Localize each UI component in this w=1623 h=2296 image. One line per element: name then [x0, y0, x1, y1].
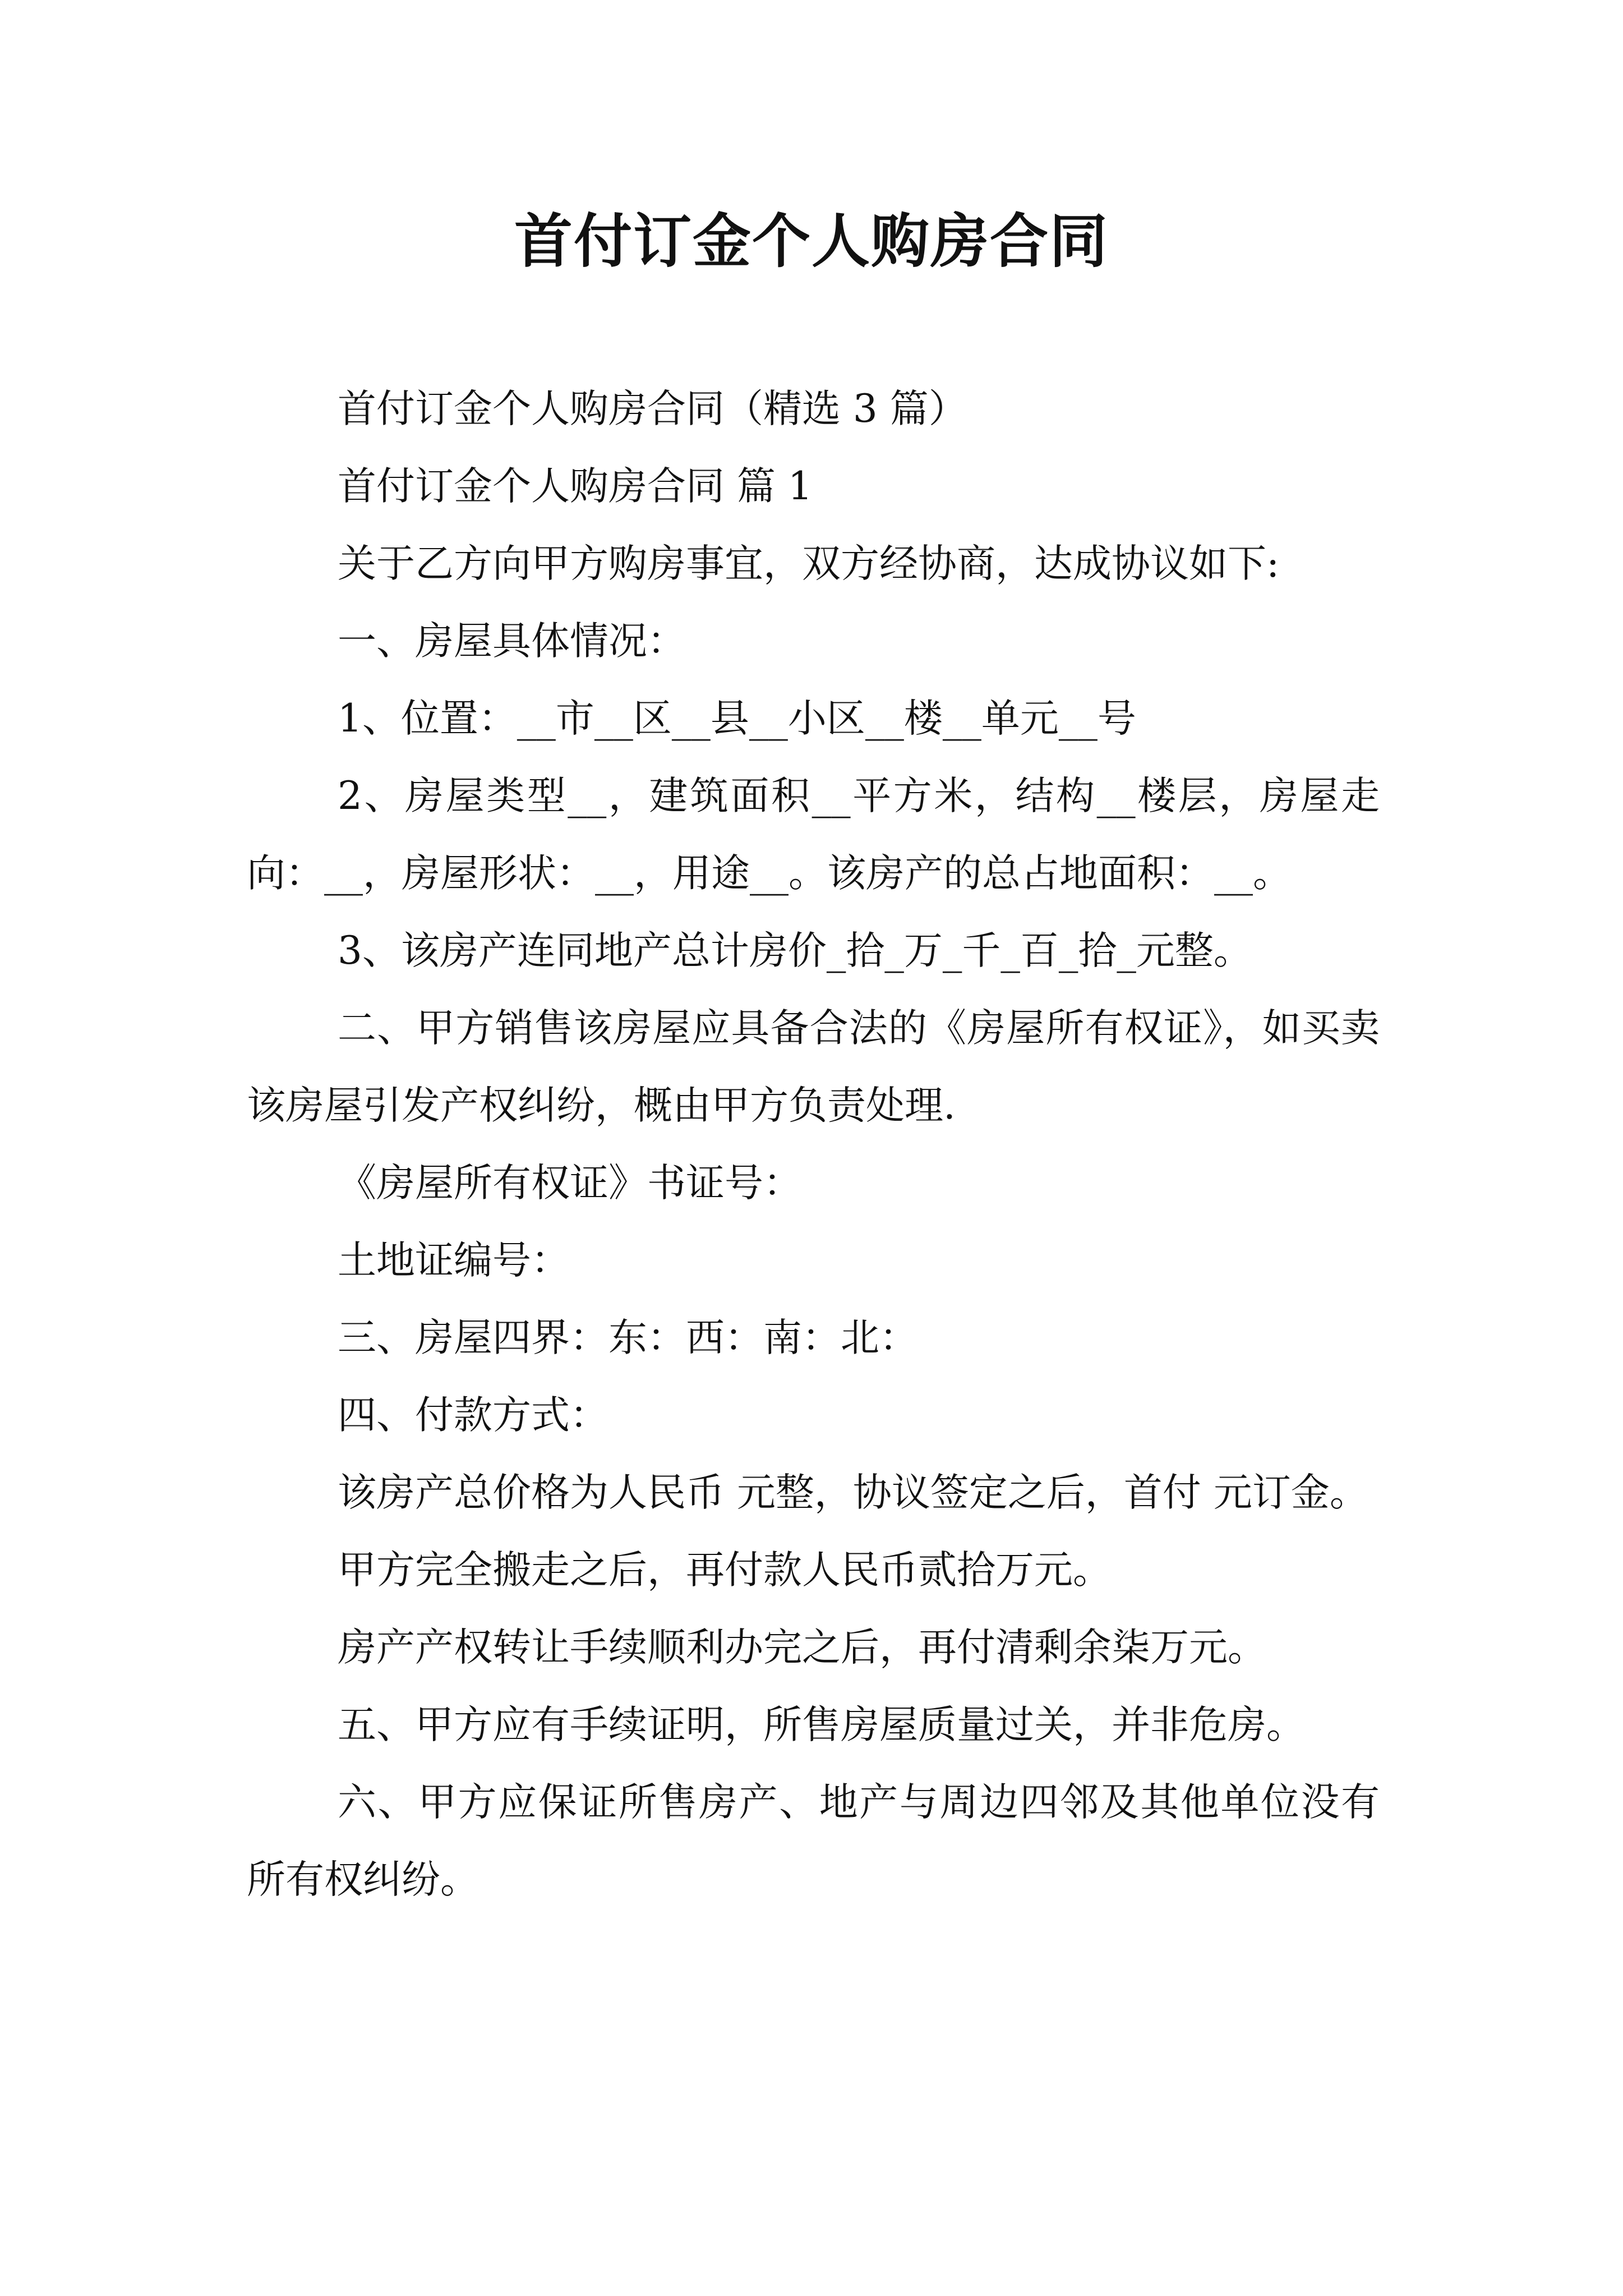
paragraph-total-price: 该房产总价格为人民币 元整，协议签定之后，首付 元订金。	[338, 1470, 1368, 1515]
document-title: 首付订金个人购房合同	[514, 207, 1109, 275]
paragraph-clause-5: 五、甲方应有手续证明，所售房屋质量过关，并非危房。	[338, 1703, 1305, 1747]
paragraph-clause-1: 一、房屋具体情况：	[338, 619, 686, 664]
paragraph-clause-3: 三、房屋四界：东：西：南：北：	[338, 1315, 918, 1360]
paragraph-subtitle: 首付订金个人购房合同（精选 3 篇）	[338, 386, 967, 431]
paragraph-clause-2: 二、甲方销售该房屋应具备合法的《房屋所有权证》，如买卖该房屋引发产权纠纷，概由甲方负责处理.	[247, 1006, 1380, 1128]
document-body	[247, 370, 1380, 1918]
paragraph-second-payment: 甲方完全搬走之后，再付款人民币贰拾万元。	[338, 1548, 1112, 1593]
paragraph-location: 1、位置：__市__区__县__小区__楼__单元__号	[338, 696, 1136, 741]
paragraph-price: 3、该房产连同地产总计房价_拾_万_千_百_拾_元整。	[338, 928, 1252, 973]
paragraph-clause-4: 四、付款方式：	[338, 1393, 608, 1438]
paragraph-intro: 关于乙方向甲方购房事宜，双方经协商，达成协议如下:	[338, 541, 1280, 586]
paragraph-house-type: 2、房屋类型__，建筑面积__平方米，结构__楼层，房屋走向：__，房屋形状：__，用途__。该房产的总占地面积：__。	[247, 774, 1380, 896]
paragraph-section-heading: 首付订金个人购房合同 篇 1	[338, 464, 813, 509]
paragraph-final-payment: 房产产权转让手续顺利办完之后，再付清剩余柒万元。	[338, 1625, 1266, 1670]
paragraph-certificate-number: 《房屋所有权证》书证号：	[338, 1161, 802, 1205]
paragraph-land-certificate: 土地证编号：	[338, 1238, 570, 1283]
paragraph-clause-6: 六、甲方应保证所售房产、地产与周边四邻及其他单位没有所有权纠纷。	[247, 1780, 1380, 1902]
